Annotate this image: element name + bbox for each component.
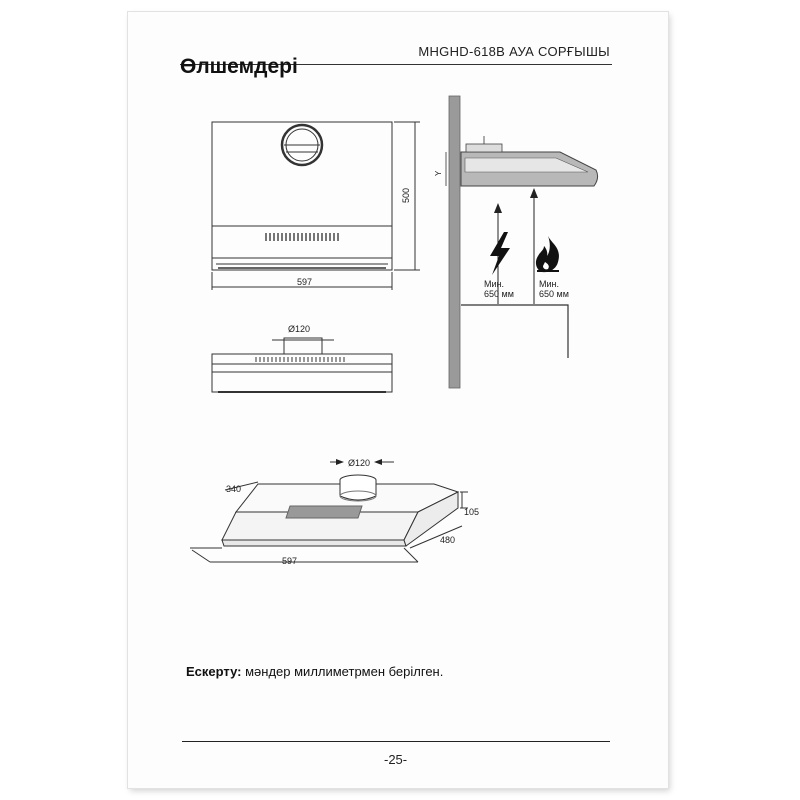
perspective-depth-top-label: 340 — [226, 484, 242, 494]
electric-min-label: Мин. — [484, 279, 504, 289]
front-width-label: 597 — [297, 277, 313, 287]
header-model-title: MHGHD-618B АУА СОРҒЫШЫ — [418, 44, 610, 59]
section-title: Өлшемдері — [180, 55, 298, 78]
top-duct-label: Ø120 — [288, 324, 311, 334]
front-height-label: 500 — [401, 187, 411, 203]
page-number: -25- — [384, 752, 408, 767]
note-label: Ескерту: — [186, 664, 242, 679]
electric-min-value: 650 мм — [484, 289, 514, 299]
perspective-duct-label: Ø120 — [348, 458, 371, 468]
units-note — [186, 664, 443, 679]
gas-min-value: 650 мм — [539, 289, 569, 299]
front-view-drawing — [212, 122, 420, 290]
top-view-drawing — [212, 338, 392, 392]
note-text: мәндер миллиметрмен берілген. — [241, 664, 444, 679]
gas-min-label: Мин. — [539, 279, 559, 289]
perspective-height-label: 105 — [464, 507, 480, 517]
perspective-view-drawing — [190, 459, 468, 562]
electric-hob-icon — [490, 232, 510, 275]
perspective-width-label: 597 — [282, 556, 298, 566]
side-y-label: Y — [434, 170, 443, 176]
gas-flame-icon — [536, 236, 559, 272]
perspective-depth-label: 480 — [440, 535, 456, 545]
side-install-drawing — [446, 96, 598, 388]
footer-rule — [182, 741, 610, 742]
